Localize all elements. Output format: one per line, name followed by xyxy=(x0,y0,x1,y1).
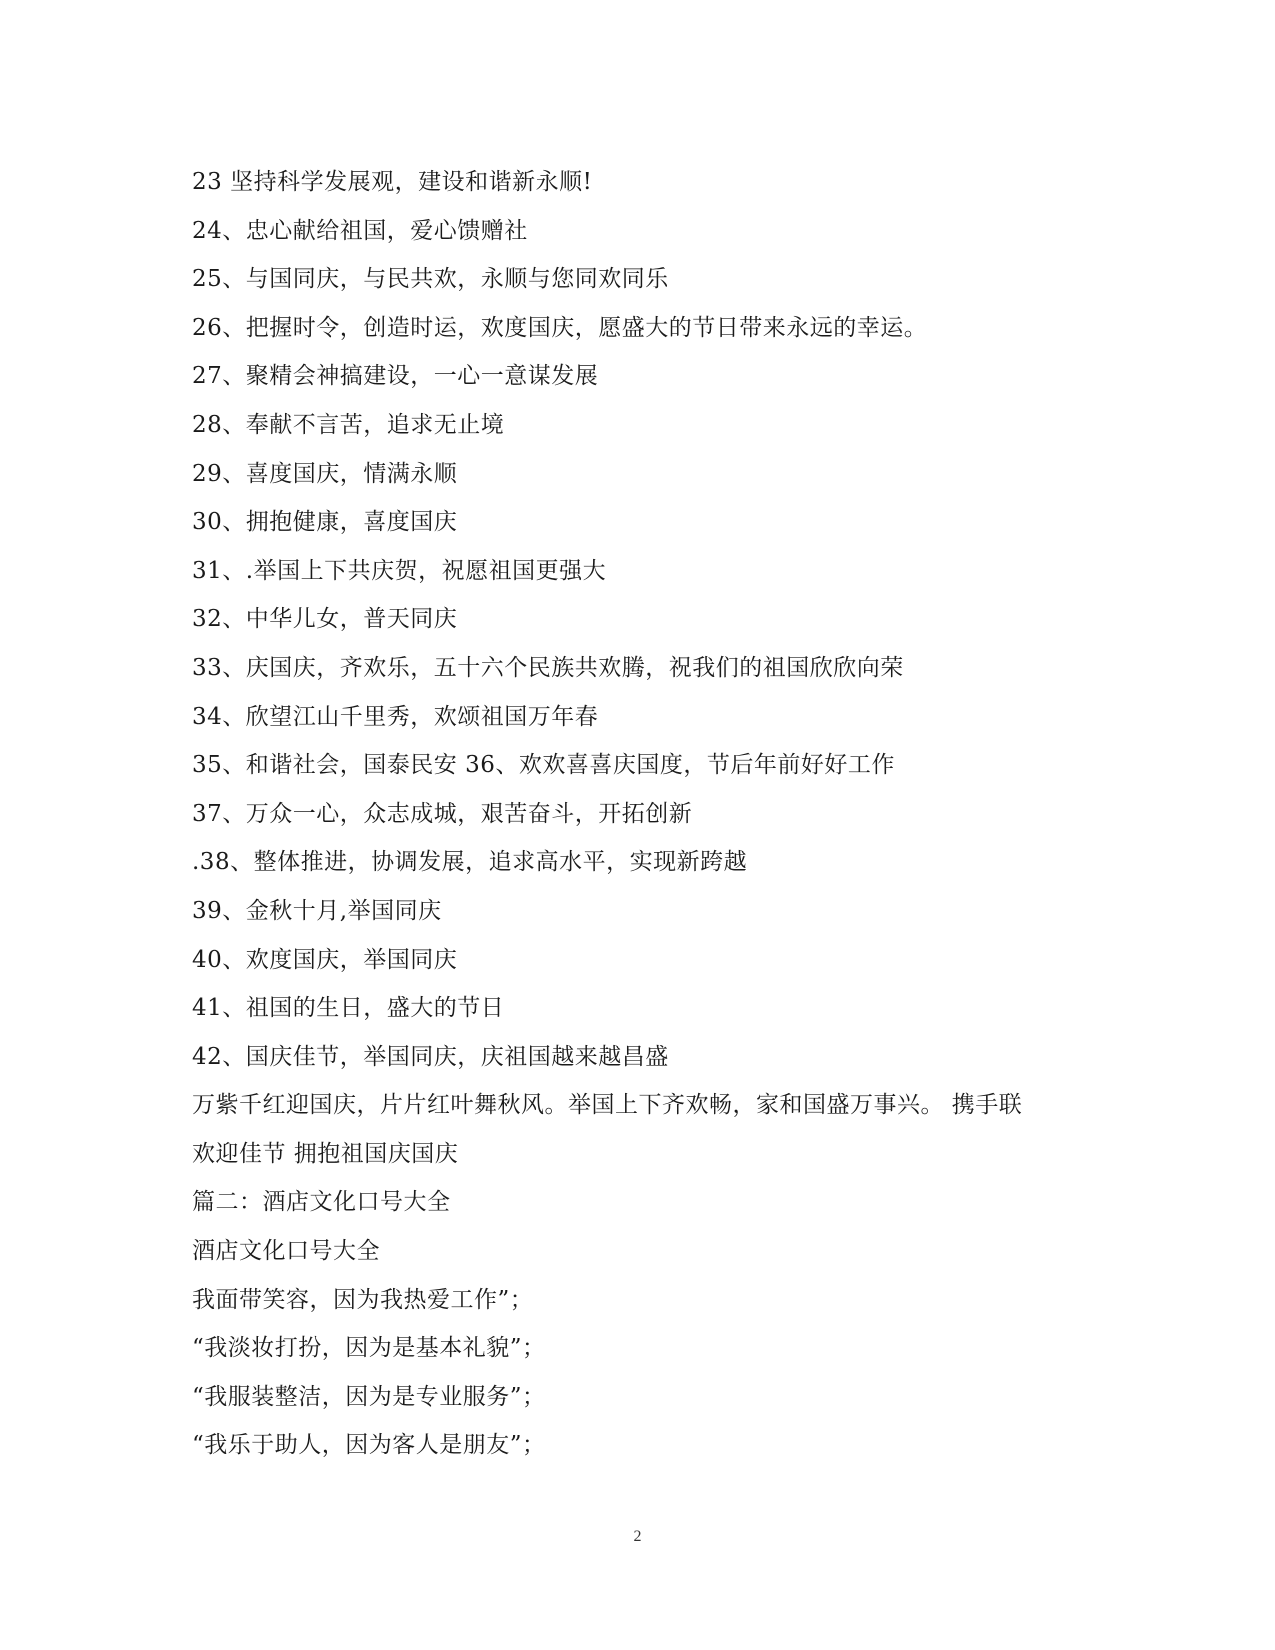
section-title: 酒店文化口号大全 xyxy=(192,1238,380,1265)
text-line: 30、拥抱健康，喜度国庆 xyxy=(192,509,458,536)
text-line: 25、与国同庆，与民共欢，永顺与您同欢同乐 xyxy=(192,266,669,293)
text-line: 37、万众一心，众志成城，艰苦奋斗，开拓创新 xyxy=(192,800,693,827)
text-line: 41、祖国的生日，盛大的节日 xyxy=(192,995,505,1022)
text-line: 欢迎佳节 拥抱祖国庆国庆 xyxy=(192,1140,459,1167)
text-line: “我淡妆打扮，因为是基本礼貌”； xyxy=(192,1335,546,1362)
text-line: 万紫千红迎国庆，片片红叶舞秋风。举国上下齐欢畅，家和国盛万事兴。 携手联 xyxy=(192,1092,1023,1119)
text-line: 34、欣望江山千里秀，欢颂祖国万年春 xyxy=(192,703,599,730)
text-line: 24、忠心献给祖国，爱心馈赠社 xyxy=(192,217,528,244)
text-line: 39、金秋十月,举国同庆 xyxy=(192,897,442,924)
text-line: 35、和谐社会，国泰民安 36、欢欢喜喜庆国度，节后年前好好工作 xyxy=(192,752,895,779)
text-line: 我面带笑容，因为我热爱工作”； xyxy=(192,1286,534,1313)
text-line: 40、欢度国庆，举国同庆 xyxy=(192,946,458,973)
text-line: 26、把握时令，创造时运，欢度国庆，愿盛大的节日带来永远的幸运。 xyxy=(192,314,928,341)
text-line: 29、喜度国庆，情满永顺 xyxy=(192,460,458,487)
text-line: 32、中华儿女，普天同庆 xyxy=(192,606,458,633)
page-number: 2 xyxy=(633,1528,642,1545)
text-line: “我乐于助人，因为客人是朋友”； xyxy=(192,1432,546,1459)
text-line: .38、整体推进，协调发展，追求高水平，实现新跨越 xyxy=(192,849,748,876)
text-line: 33、庆国庆，齐欢乐，五十六个民族共欢腾，祝我们的祖国欣欣向荣 xyxy=(192,654,904,681)
section-heading: 篇二：酒店文化口号大全 xyxy=(192,1189,451,1216)
text-line: 42、国庆佳节，举国同庆，庆祖国越来越昌盛 xyxy=(192,1043,669,1070)
text-line: 31、.举国上下共庆贺，祝愿祖国更强大 xyxy=(192,557,607,584)
document-body xyxy=(192,158,1092,1470)
text-line: “我服装整洁，因为是专业服务”； xyxy=(192,1383,546,1410)
text-line: 28、奉献不言苦，追求无止境 xyxy=(192,411,505,438)
text-line: 27、聚精会神搞建设，一心一意谋发展 xyxy=(192,363,599,390)
text-line: 23 坚持科学发展观，建设和谐新永顺! xyxy=(192,169,593,195)
